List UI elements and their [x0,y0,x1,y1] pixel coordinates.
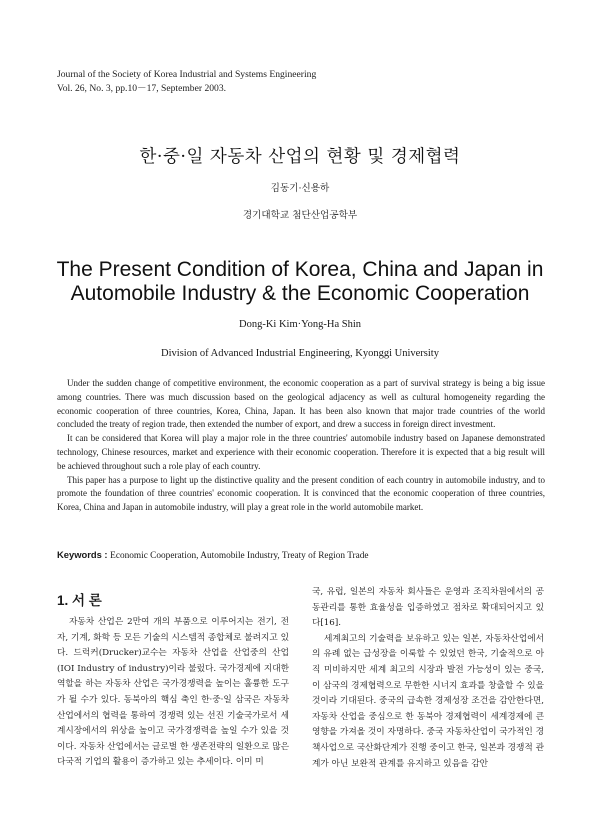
abstract [57,377,545,515]
authors-korean: 김동기·신용하 [270,183,330,194]
journal-name: Journal of the Society of Korea Industrial and Systems Engineering [57,69,317,80]
title-en-line1: The Present Condition of Korea, China and Japan in [56,258,544,281]
keywords [57,549,369,561]
body-paragraph: 세계최고의 기술력을 보유하고 있는 일본, 자동차산업에서의 유례 없는 급성장을 이룩할 수 있었던 한국, 기술적으로 아직 미비하지만 세계 최고의 시장과 발전 가능성이 있는 중국, 이 삼국의 경제협력으로 무한한 시너지 효과를 창출할 수 있을 것이라 기대된다. 중국의 급속한 경제성장 조건을 감안한다면, 자동차 산업을 중심으로 한 동북아 경제협력이 세계경제에 큰 영향을 가져올 것이 자명하다. 중국 자동차산업이 국가적인 경책사업으로 국산화단계가 진행 중이고 한국, 일본과 경쟁적 관계가 아닌 보완적 관계를 유지하고 있음을 감안 [312,633,544,769]
abstract-paragraph: This paper has a purpose to light up the distinctive quality and the present condition of each country in automobile industry, and to promote the foundation of three countries' economic cooperation. It is convinced that the economic cooperation of three countries, Korea, China and Japan in automobile industry, will play a great role in the world automobile market. [57,474,545,513]
journal-volume: Vol. 26, No. 3, pp.10－17, September 2003. [57,83,227,94]
keywords-label: Keywords : [57,549,108,560]
journal-citation [57,68,316,96]
body-column-right [312,585,544,772]
body-paragraph: 자동차 산업은 2만여 개의 부품으로 이루어지는 전기, 전자, 기계, 화학 등 모든 기술의 시스템적 종합체로 불려지고 있다. 드럭커(Drucker)교수는 자동차 산업을 산업중의 산업(IOI Industry of industry)이라 불렀다. 국가경제에 지대한 역할을 하는 자동차 산업은 국가경쟁력을 높이는 훌륭한 도구가 될 수가 있다. 동북아의 핵심 축인 한·중·일 삼국은 자동차 산업에서의 협력을 통하여 경쟁력 있는 선진 기술국가로서 세계시장에서의 위상을 높이고 국가경쟁력을 높일 수가 있을 것이다. 자동차 산업에서는 글로벌 한 생존전략의 일환으로 많은 다국적 기업의 활용이 증가하고 있는 추세이다. 이미 미 [57,617,289,768]
affiliation-english: Division of Advanced Industrial Engineering, Kyonggi University [161,348,439,359]
authors-english: Dong-Ki Kim·Yong-Ha Shin [238,319,362,330]
title-en-line2: Automobile Industry & the Economic Cooperation [70,282,530,305]
paper-title-korean: 한·중·일 자동차 산업의 현황 및 경제협력 [139,147,461,167]
abstract-paragraph: Under the sudden change of competitive environment, the economic cooperation as a part of survival strategy is being a big issue among countries. There was much discussion based on the geological adjacency as well as cultural homogeneity regarding the economic cooperation of three countries, Korea, China, Japan. It has been also known that major trade countries of the world concluded the treaty of region trade, then extended the number of export, and drew a success in foreign direct investment. [57,378,545,430]
abstract-paragraph: It can be considered that Korea will play a major role in the three countries' automobile industry based on Japanese demonstrated technology, Chinese resources, market and experience with their economic cooperation. Therefore it is expected that a big result will be achieved throughout such a role play of each country. [57,433,545,471]
body-paragraph: 국, 유럽, 일본의 자동차 회사들은 운영과 조직차원에서의 공동관리를 통한 효율성을 입증하였고 점차로 확대되어지고 있다[16]. [312,587,544,629]
section-heading: 1. 서 론 [57,593,102,608]
paper-title-english [30,258,570,306]
affiliation-korean: 경기대학교 첨단산업공학부 [242,210,358,221]
body-column-left [57,615,289,771]
keywords-text: Economic Cooperation, Automobile Industry, Treaty of Region Trade [110,551,369,561]
